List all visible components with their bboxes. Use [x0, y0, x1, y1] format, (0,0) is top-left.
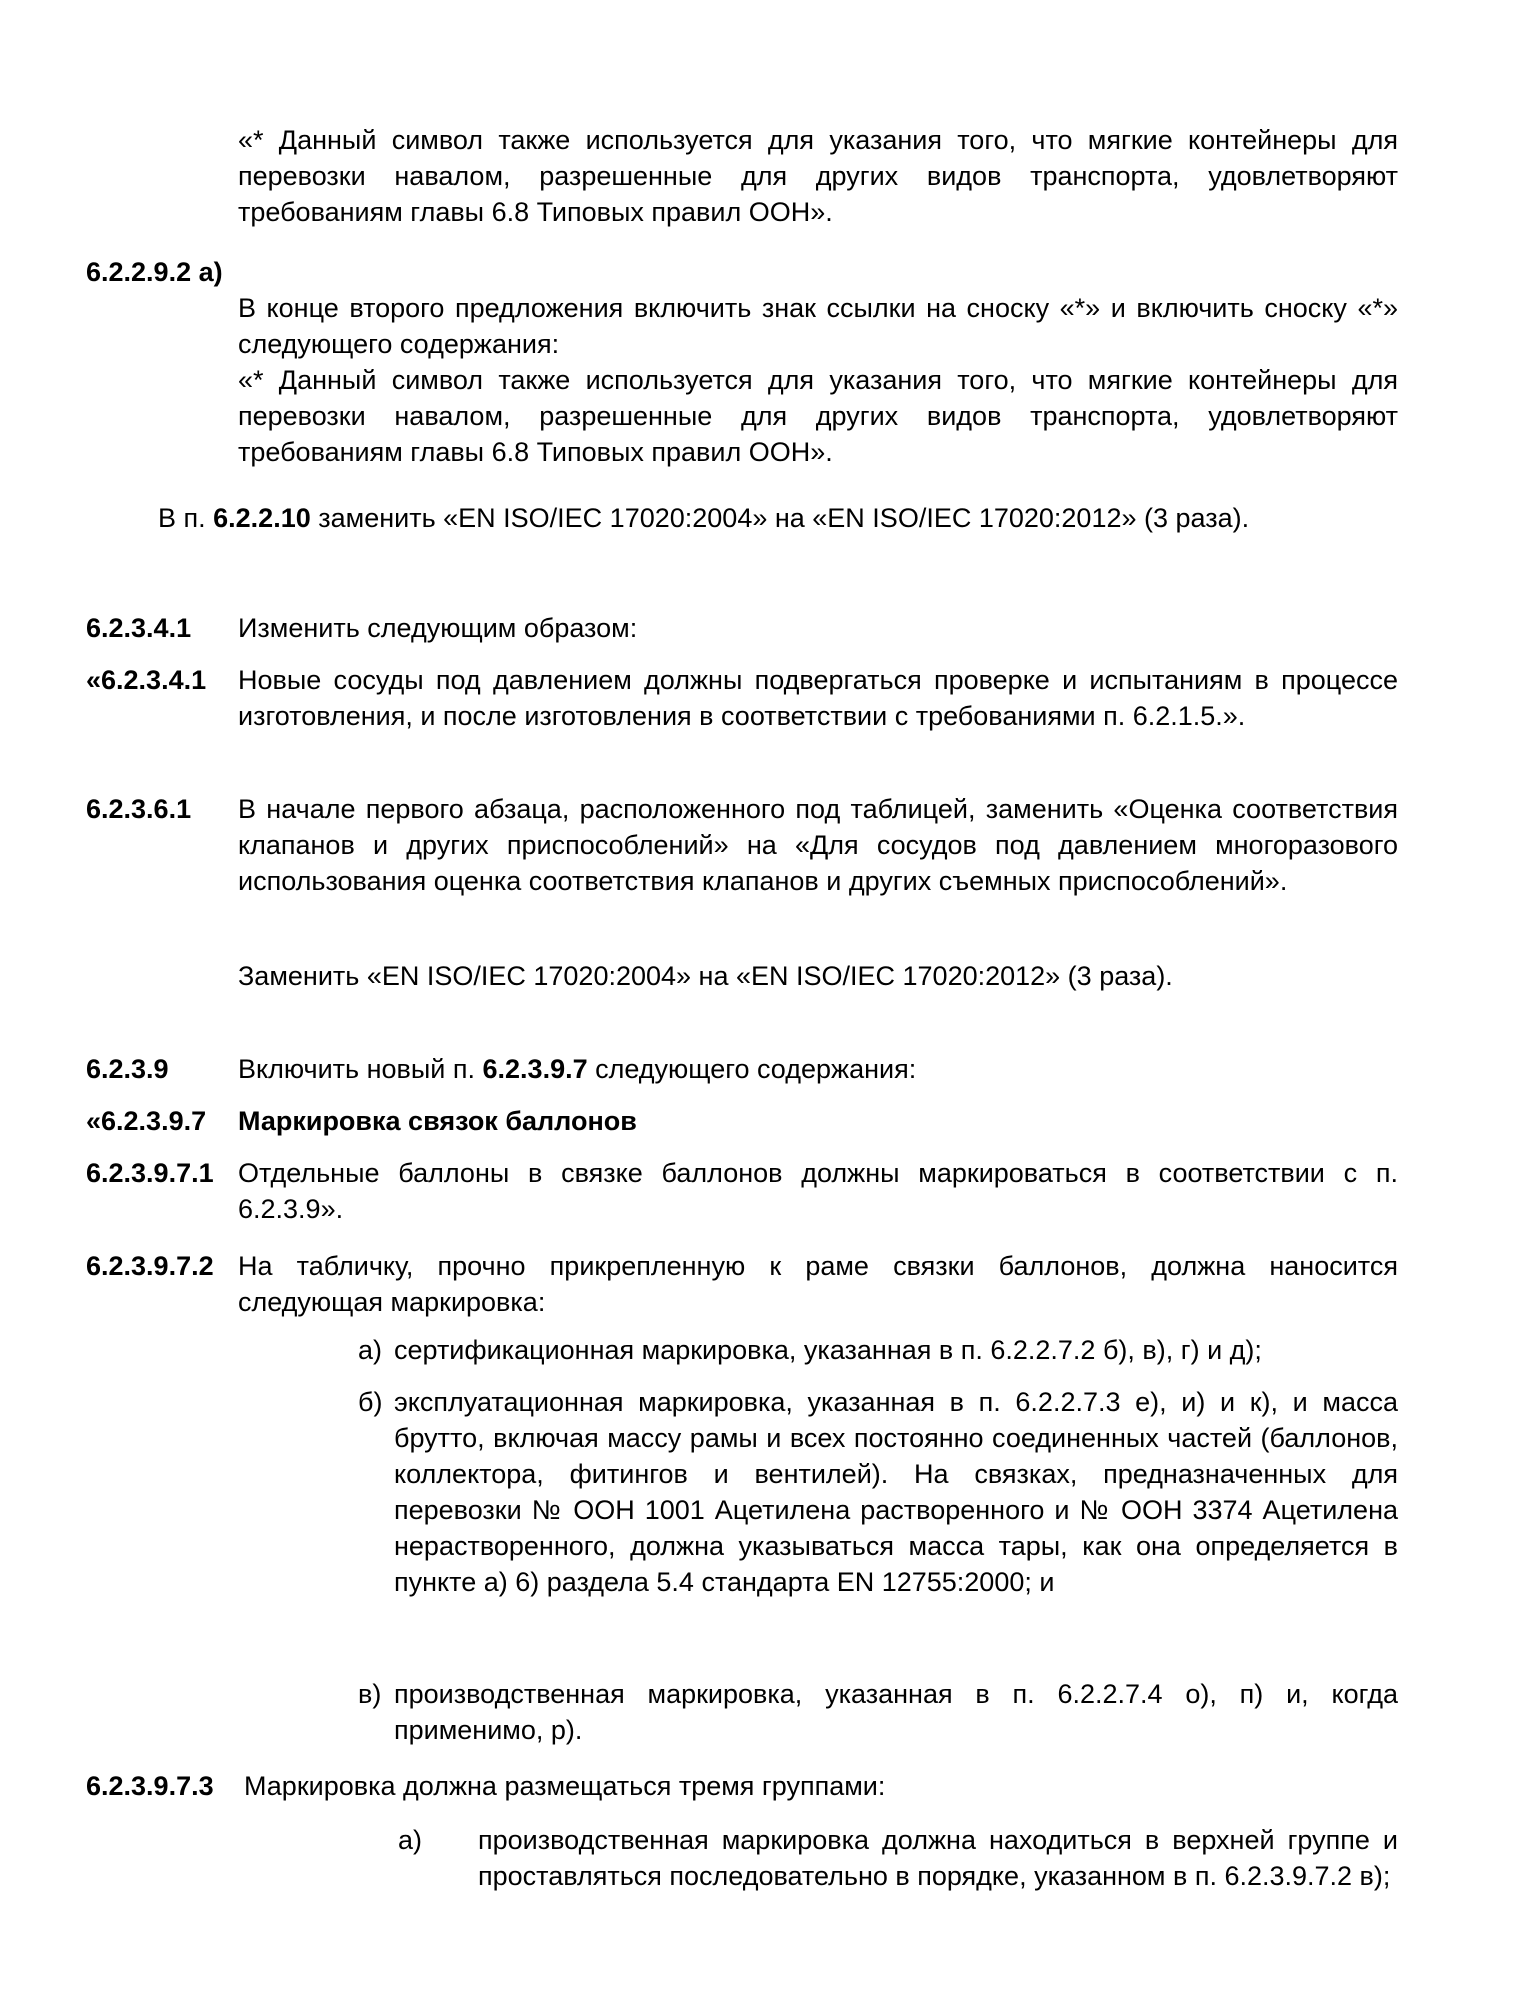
list-item-text: сертификационная маркировка, указанная в п. 6.2.2.7.2 б), в), г) и д); [394, 1335, 1262, 1365]
text-fragment: следующего содержания: [587, 1054, 917, 1084]
section-paragraph: Маркировка должна размещаться тремя группами: [244, 1771, 886, 1801]
list-item [358, 1676, 1398, 1756]
section-number: 6.2.3.9.7.2 [86, 1251, 214, 1281]
replacement-line [158, 500, 1249, 536]
list-item [398, 1822, 1398, 1902]
section-number: 6.2.3.9 [86, 1054, 169, 1084]
section-paragraph: На табличку, прочно прикрепленную к раме связки баллонов, должна наносится следующая маркировка: [238, 1251, 1398, 1317]
text-fragment: заменить «EN ISO/IEC 17020:2004» на «EN ISO/IEC 17020:2012» (3 раза). [310, 503, 1250, 533]
footnote-paragraph: «* Данный символ также используется для указания того, что мягкие контейнеры для перевозки навалом, разрешенные для других видов транспорта, удовлетворяют требованиям главы 6.8 Типовых правил ООН». [238, 125, 1398, 227]
section-heading: Маркировка связок баллонов [238, 1106, 637, 1136]
section-paragraph: В конце второго предложения включить знак ссылки на сноску «*» и включить сноску «*» следующего содержания: [238, 293, 1398, 359]
section-number: 6.2.3.4.1 [86, 613, 192, 643]
text-fragment: Включить новый п. [238, 1054, 483, 1084]
section-number: «6.2.3.9.7 [86, 1106, 207, 1136]
list-item-text: эксплуатационная маркировка, указанная в п. 6.2.2.7.3 е), и) и к), и масса брутто, включая массу рамы и всех постоянно соединенных частей (баллонов, коллектора, фитингов и вентилей). На связках, предназначенных для перевозки № ООН 1001 Ацетилена растворенного и № ООН 3374 Ацетилена нерастворенного, должна указываться масса тары, как она определяется в пункте а) 6) раздела 5.4 стандарта EN 12755:2000; и [394, 1387, 1398, 1597]
section-paragraph: Отдельные баллоны в связке баллонов должны маркироваться в соответствии с п. 6.2.3.9». [238, 1158, 1398, 1224]
section-paragraph [238, 1051, 916, 1087]
list-item [358, 1384, 1398, 1654]
list-marker: а) [358, 1335, 383, 1365]
list-marker: б) [358, 1387, 383, 1417]
section-paragraph: В начале первого абзаца, расположенного под таблицей, заменить «Оценка соответствия клапанов и других приспособлений» на «Для сосудов под давлением многоразового использования оценка соответствия клапанов и других съемных приспособлений». [238, 794, 1398, 896]
section-paragraph: Заменить «EN ISO/IEC 17020:2004» на «EN ISO/IEC 17020:2012» (3 раза). [238, 961, 1173, 991]
section-number: 6.2.2.10 [213, 503, 311, 533]
section-number: «6.2.3.4.1 [86, 665, 207, 695]
section-number: 6.2.3.9.7 [482, 1054, 588, 1084]
section-paragraph: Изменить следующим образом: [238, 613, 638, 643]
section-number: 6.2.3.9.7.3 [86, 1771, 214, 1801]
section-number: 6.2.2.9.2 а) [86, 257, 223, 287]
list-item-text: производственная маркировка, указанная в п. 6.2.2.7.4 о), п) и, когда применимо, р). [394, 1679, 1398, 1745]
list-marker: а) [398, 1825, 423, 1855]
section-number: 6.2.3.9.7.1 [86, 1158, 214, 1188]
list-item-text: производственная маркировка должна находиться в верхней группе и проставляться последовательно в порядке, указанном в п. 6.2.3.9.7.2 в); [478, 1825, 1398, 1891]
list-item [358, 1332, 1398, 1372]
text-fragment: В п. [158, 503, 214, 533]
footnote-paragraph: «* Данный символ также используется для указания того, что мягкие контейнеры для перевозки навалом, разрешенные для других видов транспорта, удовлетворяют требованиям главы 6.8 Типовых правил ООН». [238, 365, 1398, 467]
section-number: 6.2.3.6.1 [86, 794, 192, 824]
section-paragraph: Новые сосуды под давлением должны подвергаться проверке и испытаниям в процессе изготовления, и после изготовления в соответствии с требованиями п. 6.2.1.5.». [238, 665, 1398, 731]
list-marker: в) [358, 1679, 382, 1709]
